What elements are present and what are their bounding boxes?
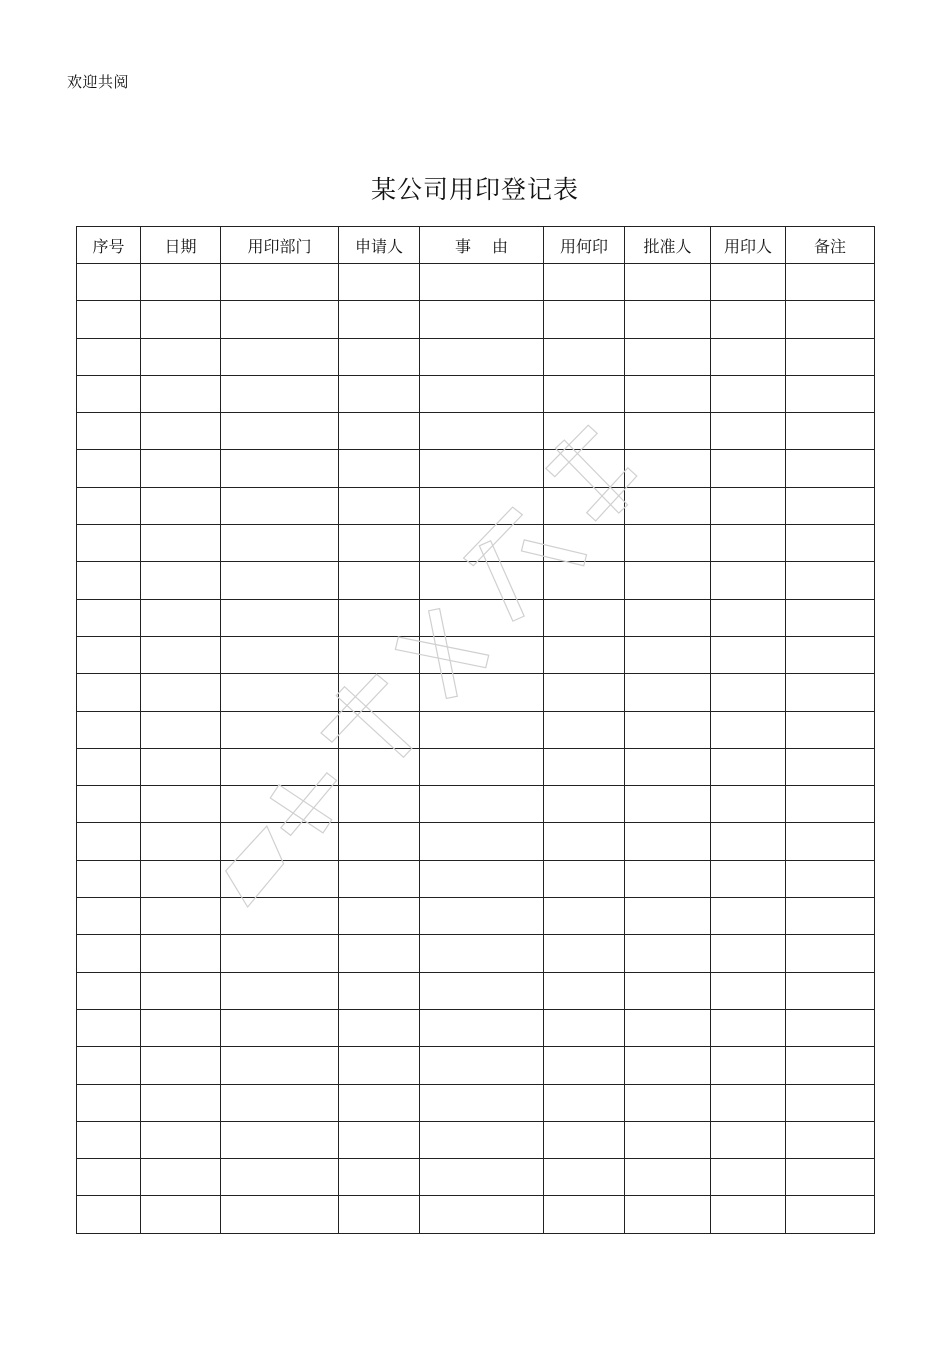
table-cell[interactable]: [339, 562, 420, 599]
table-cell[interactable]: [544, 599, 625, 636]
table-cell[interactable]: [786, 1121, 875, 1158]
table-cell[interactable]: [711, 711, 786, 748]
table-cell[interactable]: [77, 413, 141, 450]
table-cell[interactable]: [544, 823, 625, 860]
header-note: 欢迎共阅: [67, 73, 130, 91]
table-cell[interactable]: [625, 860, 711, 897]
table-cell[interactable]: [339, 375, 420, 412]
table-cell[interactable]: [544, 338, 625, 375]
table-cell[interactable]: [141, 1084, 221, 1121]
table-cell[interactable]: [786, 450, 875, 487]
table-cell[interactable]: [544, 1159, 625, 1196]
table-cell[interactable]: [141, 450, 221, 487]
table-cell[interactable]: [625, 525, 711, 562]
table-cell[interactable]: [625, 1084, 711, 1121]
table-cell[interactable]: [141, 1121, 221, 1158]
table-body: [77, 264, 875, 1234]
seal-usage-register-table: [76, 226, 875, 1234]
table-cell[interactable]: [141, 748, 221, 785]
table-row: [77, 338, 875, 375]
table-cell[interactable]: [786, 599, 875, 636]
table-cell[interactable]: [711, 264, 786, 301]
table-cell[interactable]: [141, 860, 221, 897]
table-cell[interactable]: [141, 935, 221, 972]
table-cell[interactable]: [420, 1047, 544, 1084]
table-cell[interactable]: [77, 562, 141, 599]
table-cell[interactable]: [786, 860, 875, 897]
table-cell[interactable]: [221, 1121, 339, 1158]
table-cell[interactable]: [544, 935, 625, 972]
table-cell[interactable]: [544, 711, 625, 748]
table-cell[interactable]: [221, 636, 339, 673]
table-cell[interactable]: [786, 525, 875, 562]
table-cell[interactable]: [544, 562, 625, 599]
column-header-stamper: 用印人: [711, 227, 786, 264]
table-cell[interactable]: [339, 599, 420, 636]
table-cell[interactable]: [625, 450, 711, 487]
table-cell[interactable]: [221, 1047, 339, 1084]
table-cell[interactable]: [221, 301, 339, 338]
table-cell[interactable]: [221, 823, 339, 860]
table-row: [77, 786, 875, 823]
table-cell[interactable]: [786, 748, 875, 785]
table-cell[interactable]: [77, 450, 141, 487]
table-cell[interactable]: [544, 1121, 625, 1158]
table-cell[interactable]: [786, 786, 875, 823]
table-cell[interactable]: [625, 1047, 711, 1084]
table-cell[interactable]: [786, 1196, 875, 1233]
table-cell[interactable]: [339, 711, 420, 748]
table-cell[interactable]: [221, 972, 339, 1009]
table-cell[interactable]: [625, 338, 711, 375]
table-cell[interactable]: [786, 301, 875, 338]
table-cell[interactable]: [711, 413, 786, 450]
table-cell[interactable]: [625, 972, 711, 1009]
table-cell[interactable]: [711, 1121, 786, 1158]
table-row: [77, 487, 875, 524]
table-cell[interactable]: [141, 487, 221, 524]
table-row: [77, 1047, 875, 1084]
column-header-seal-type: 用何印: [544, 227, 625, 264]
table-cell[interactable]: [625, 1196, 711, 1233]
table-cell[interactable]: [339, 935, 420, 972]
table-row: [77, 413, 875, 450]
table-cell[interactable]: [221, 562, 339, 599]
table-cell[interactable]: [711, 898, 786, 935]
table-cell[interactable]: [786, 636, 875, 673]
table-cell[interactable]: [339, 1196, 420, 1233]
table-cell[interactable]: [339, 487, 420, 524]
table-cell[interactable]: [711, 1047, 786, 1084]
table-cell[interactable]: [420, 413, 544, 450]
table-cell[interactable]: [77, 935, 141, 972]
table-row: [77, 375, 875, 412]
table-cell[interactable]: [221, 599, 339, 636]
table-cell[interactable]: [711, 599, 786, 636]
table-cell[interactable]: [420, 562, 544, 599]
table-cell[interactable]: [786, 972, 875, 1009]
table-cell[interactable]: [221, 786, 339, 823]
table-cell[interactable]: [786, 711, 875, 748]
table-cell[interactable]: [711, 636, 786, 673]
table-cell[interactable]: [420, 674, 544, 711]
table-cell[interactable]: [221, 1196, 339, 1233]
table-row: [77, 1159, 875, 1196]
table-cell[interactable]: [711, 525, 786, 562]
table-cell[interactable]: [77, 487, 141, 524]
table-cell[interactable]: [544, 860, 625, 897]
table-cell[interactable]: [339, 413, 420, 450]
table-cell[interactable]: [221, 935, 339, 972]
table-cell[interactable]: [420, 1121, 544, 1158]
table-cell[interactable]: [77, 1084, 141, 1121]
table-cell[interactable]: [77, 860, 141, 897]
table-cell[interactable]: [221, 450, 339, 487]
table-cell[interactable]: [141, 301, 221, 338]
table-cell[interactable]: [711, 1009, 786, 1046]
table-cell[interactable]: [339, 823, 420, 860]
table-cell[interactable]: [420, 935, 544, 972]
table-cell[interactable]: [420, 823, 544, 860]
table-cell[interactable]: [625, 935, 711, 972]
table-cell[interactable]: [420, 1084, 544, 1121]
table-cell[interactable]: [77, 1047, 141, 1084]
table-cell[interactable]: [544, 413, 625, 450]
table-cell[interactable]: [786, 487, 875, 524]
table-cell[interactable]: [711, 375, 786, 412]
table-cell[interactable]: [339, 1047, 420, 1084]
table-row: [77, 301, 875, 338]
table-cell[interactable]: [625, 1159, 711, 1196]
table-cell[interactable]: [711, 972, 786, 1009]
table-cell[interactable]: [141, 525, 221, 562]
table-cell[interactable]: [544, 1047, 625, 1084]
table-cell[interactable]: [221, 525, 339, 562]
table-cell[interactable]: [141, 375, 221, 412]
table-row: [77, 636, 875, 673]
table-cell[interactable]: [420, 301, 544, 338]
table-cell[interactable]: [711, 1159, 786, 1196]
table-cell[interactable]: [786, 264, 875, 301]
table-cell[interactable]: [77, 636, 141, 673]
table-cell[interactable]: [221, 711, 339, 748]
table-cell[interactable]: [141, 898, 221, 935]
column-header-date: 日期: [141, 227, 221, 264]
table-cell[interactable]: [141, 636, 221, 673]
table-header-row: [77, 227, 875, 264]
table-cell[interactable]: [625, 487, 711, 524]
table-cell[interactable]: [544, 898, 625, 935]
table-cell[interactable]: [711, 786, 786, 823]
table-cell[interactable]: [221, 1009, 339, 1046]
table-cell[interactable]: [339, 1159, 420, 1196]
table-cell[interactable]: [221, 375, 339, 412]
table-cell[interactable]: [420, 786, 544, 823]
table-cell[interactable]: [221, 748, 339, 785]
table-cell[interactable]: [711, 1196, 786, 1233]
table-cell[interactable]: [625, 674, 711, 711]
table-cell[interactable]: [77, 264, 141, 301]
table-row: [77, 748, 875, 785]
table-row: [77, 674, 875, 711]
table-cell[interactable]: [141, 972, 221, 1009]
table-cell[interactable]: [420, 487, 544, 524]
table-cell[interactable]: [141, 1159, 221, 1196]
table-cell[interactable]: [786, 674, 875, 711]
table-cell[interactable]: [786, 562, 875, 599]
column-header-serial: 序号: [77, 227, 141, 264]
table-cell[interactable]: [77, 711, 141, 748]
table-cell[interactable]: [77, 375, 141, 412]
table-cell[interactable]: [544, 786, 625, 823]
table-row: [77, 1084, 875, 1121]
table-cell[interactable]: [339, 525, 420, 562]
table-cell[interactable]: [141, 338, 221, 375]
table-cell[interactable]: [711, 1084, 786, 1121]
table-cell[interactable]: [339, 898, 420, 935]
table-cell[interactable]: [625, 898, 711, 935]
table-cell[interactable]: [625, 413, 711, 450]
table-row: [77, 711, 875, 748]
table-cell[interactable]: [420, 898, 544, 935]
table-cell[interactable]: [221, 1084, 339, 1121]
table-cell[interactable]: [339, 1121, 420, 1158]
table-cell[interactable]: [141, 599, 221, 636]
table-cell[interactable]: [711, 338, 786, 375]
table-cell[interactable]: [420, 972, 544, 1009]
table-cell[interactable]: [786, 898, 875, 935]
table-cell[interactable]: [339, 786, 420, 823]
table-cell[interactable]: [711, 935, 786, 972]
table-cell[interactable]: [221, 898, 339, 935]
table-cell[interactable]: [786, 338, 875, 375]
table-cell[interactable]: [711, 301, 786, 338]
table-row: [77, 562, 875, 599]
table-cell[interactable]: [544, 375, 625, 412]
table-cell[interactable]: [544, 1196, 625, 1233]
table-cell[interactable]: [711, 674, 786, 711]
table-cell[interactable]: [711, 450, 786, 487]
table-cell[interactable]: [420, 636, 544, 673]
table-cell[interactable]: [786, 823, 875, 860]
column-header-remarks: 备注: [786, 227, 875, 264]
table-cell[interactable]: [544, 972, 625, 1009]
table-cell[interactable]: [77, 786, 141, 823]
table-cell[interactable]: [221, 860, 339, 897]
table-cell[interactable]: [141, 413, 221, 450]
table-cell[interactable]: [141, 711, 221, 748]
table-row: [77, 599, 875, 636]
table-row: [77, 450, 875, 487]
table-cell[interactable]: [786, 935, 875, 972]
table-cell[interactable]: [544, 525, 625, 562]
table-cell[interactable]: [786, 1159, 875, 1196]
table-cell[interactable]: [339, 264, 420, 301]
table-cell[interactable]: [420, 599, 544, 636]
page-title: 某公司用印登记表: [370, 175, 579, 204]
table-cell[interactable]: [339, 636, 420, 673]
table-cell[interactable]: [625, 599, 711, 636]
table-cell[interactable]: [221, 338, 339, 375]
table-cell[interactable]: [625, 711, 711, 748]
table-cell[interactable]: [77, 1159, 141, 1196]
table-cell[interactable]: [544, 674, 625, 711]
table-cell[interactable]: [420, 711, 544, 748]
table-row: [77, 860, 875, 897]
table-cell[interactable]: [77, 972, 141, 1009]
column-header-approver: 批准人: [625, 227, 711, 264]
table-cell[interactable]: [420, 1196, 544, 1233]
table-cell[interactable]: [77, 599, 141, 636]
table-cell[interactable]: [420, 748, 544, 785]
table-cell[interactable]: [77, 674, 141, 711]
table-cell[interactable]: [339, 301, 420, 338]
table-cell[interactable]: [339, 450, 420, 487]
table-cell[interactable]: [339, 748, 420, 785]
table-cell[interactable]: [625, 786, 711, 823]
table-cell[interactable]: [420, 525, 544, 562]
table-row: [77, 898, 875, 935]
table-cell[interactable]: [221, 1159, 339, 1196]
table-row: [77, 972, 875, 1009]
table-cell[interactable]: [77, 1196, 141, 1233]
table-cell[interactable]: [711, 860, 786, 897]
table-cell[interactable]: [420, 375, 544, 412]
table-cell[interactable]: [786, 1084, 875, 1121]
table-cell[interactable]: [625, 375, 711, 412]
table-cell[interactable]: [625, 636, 711, 673]
table-cell[interactable]: [141, 823, 221, 860]
table-cell[interactable]: [77, 1009, 141, 1046]
column-header-applicant: 申请人: [339, 227, 420, 264]
table-row: [77, 1009, 875, 1046]
table-cell[interactable]: [625, 264, 711, 301]
table-cell[interactable]: [786, 413, 875, 450]
table-cell[interactable]: [420, 264, 544, 301]
table-cell[interactable]: [711, 823, 786, 860]
table-cell[interactable]: [339, 338, 420, 375]
table-cell[interactable]: [339, 1009, 420, 1046]
table-cell[interactable]: [141, 1196, 221, 1233]
table-cell[interactable]: [786, 1009, 875, 1046]
table-cell[interactable]: [420, 450, 544, 487]
table-cell[interactable]: [625, 748, 711, 785]
table-cell[interactable]: [339, 972, 420, 1009]
table-cell[interactable]: [339, 1084, 420, 1121]
table-row: [77, 1196, 875, 1233]
column-header-department: 用印部门: [221, 227, 339, 264]
table-cell[interactable]: [544, 748, 625, 785]
table-cell[interactable]: [544, 636, 625, 673]
table-cell[interactable]: [711, 487, 786, 524]
table-cell[interactable]: [544, 264, 625, 301]
table-cell[interactable]: [77, 898, 141, 935]
table-cell[interactable]: [339, 860, 420, 897]
table-cell[interactable]: [339, 674, 420, 711]
table-cell[interactable]: [141, 674, 221, 711]
table-cell[interactable]: [221, 674, 339, 711]
table-row: [77, 525, 875, 562]
table-cell[interactable]: [77, 338, 141, 375]
table-cell[interactable]: [141, 786, 221, 823]
table-row: [77, 823, 875, 860]
table-cell[interactable]: [625, 823, 711, 860]
table-cell[interactable]: [77, 1121, 141, 1158]
table-cell[interactable]: [544, 1009, 625, 1046]
table-cell[interactable]: [544, 1084, 625, 1121]
table-cell[interactable]: [420, 1159, 544, 1196]
table-cell[interactable]: [221, 487, 339, 524]
table-cell[interactable]: [221, 264, 339, 301]
column-header-reason: 事 由: [420, 227, 544, 264]
table-cell[interactable]: [420, 1009, 544, 1046]
table-row: [77, 264, 875, 301]
table-cell[interactable]: [141, 1047, 221, 1084]
table-cell[interactable]: [786, 1047, 875, 1084]
table-cell[interactable]: [77, 301, 141, 338]
table-cell[interactable]: [544, 450, 625, 487]
table-cell[interactable]: [711, 562, 786, 599]
table-cell[interactable]: [786, 375, 875, 412]
table-cell[interactable]: [420, 338, 544, 375]
table-cell[interactable]: [625, 301, 711, 338]
table-cell[interactable]: [625, 1121, 711, 1158]
table-cell[interactable]: [625, 562, 711, 599]
table-cell[interactable]: [77, 748, 141, 785]
table-cell[interactable]: [544, 487, 625, 524]
table-cell[interactable]: [141, 1009, 221, 1046]
table-cell[interactable]: [221, 413, 339, 450]
table-cell[interactable]: [711, 748, 786, 785]
table-row: [77, 1121, 875, 1158]
table-row: [77, 935, 875, 972]
table-cell[interactable]: [77, 823, 141, 860]
table-cell[interactable]: [544, 301, 625, 338]
table-cell[interactable]: [77, 525, 141, 562]
table-cell[interactable]: [141, 264, 221, 301]
table-cell[interactable]: [625, 1009, 711, 1046]
table-cell[interactable]: [141, 562, 221, 599]
table-cell[interactable]: [420, 860, 544, 897]
